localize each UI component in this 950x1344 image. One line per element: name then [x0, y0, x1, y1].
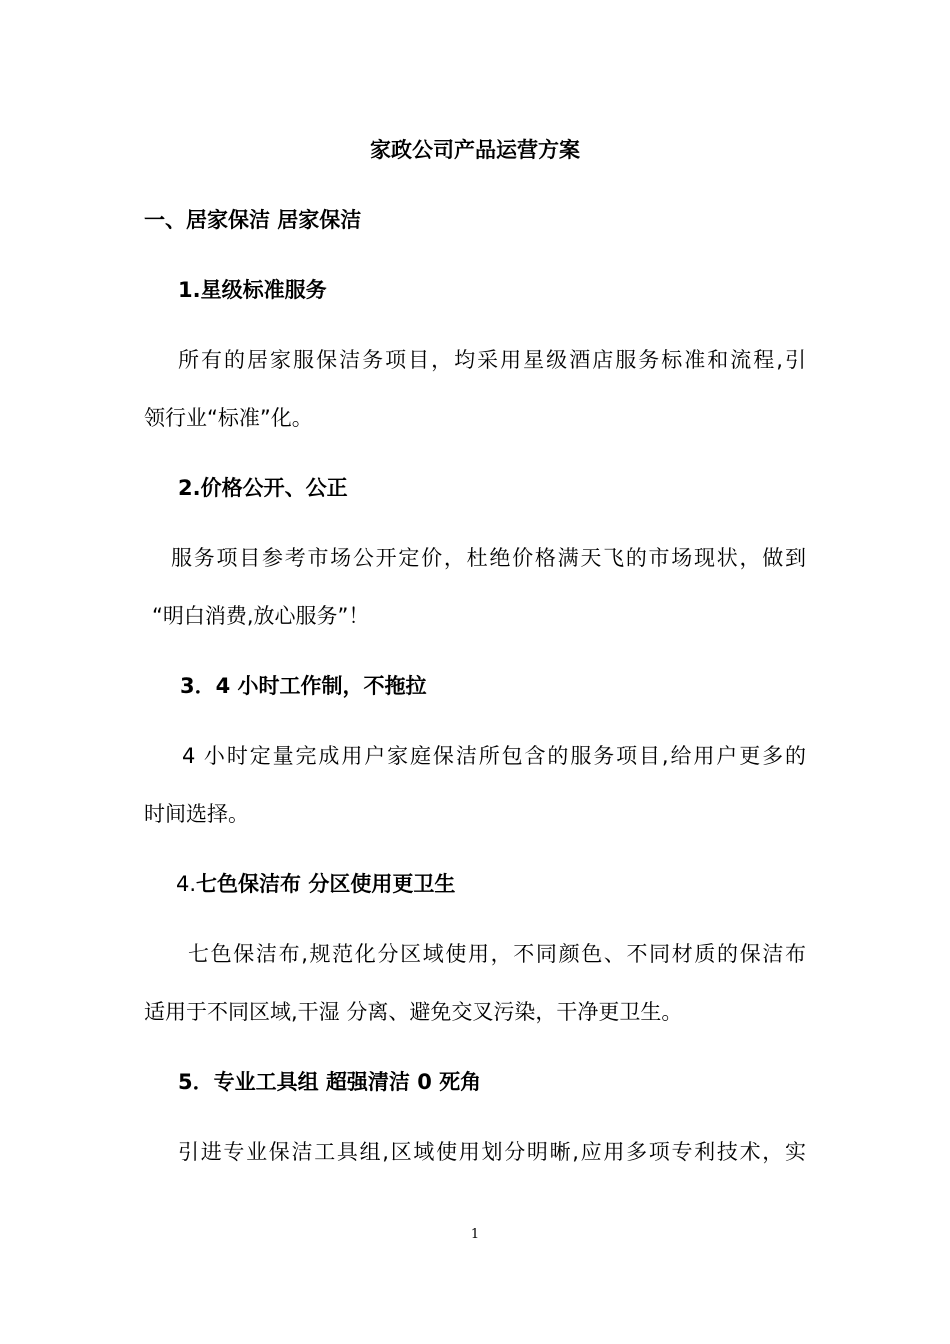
item-4-body-line-2: 适用于不同区域,干湿 分离、避免交叉污染，干净更卫生。	[144, 1000, 683, 1024]
item-3-body-line-2: 时间选择。	[144, 802, 249, 826]
document-title: 家政公司产品运营方案	[370, 138, 580, 162]
item-2-body-line-2: “明白消费,放心服务”！	[152, 604, 370, 628]
item-1-body-line-1: 所有的居家服保洁务项目，均采用星级酒店服务标准和流程,引	[178, 348, 806, 372]
item-3-heading: 3．4 小时工作制，不拖拉	[180, 674, 427, 698]
item-1-heading: 1.星级标准服务	[178, 278, 327, 302]
item-4-body-line-1: 七色保洁布,规范化分区域使用，不同颜色、不同材质的保洁布	[188, 942, 806, 966]
item-4-heading-text: 七色保洁布 分区使用更卫生	[196, 872, 456, 896]
page-number: 1	[470, 1227, 480, 1242]
item-4-heading	[176, 870, 455, 898]
item-4-heading-prefix: 4.	[176, 872, 197, 896]
item-5-body-line-1: 引进专业保洁工具组,区域使用划分明晰,应用多项专利技术，实	[178, 1140, 806, 1164]
item-3-body-line-1: 4 小时定量完成用户家庭保洁所包含的服务项目,给用户更多的	[182, 744, 806, 768]
section-heading: 一、居家保洁 居家保洁	[144, 208, 362, 232]
item-1-body-line-2: 领行业“标准”化。	[144, 406, 313, 430]
item-5-heading: 5．专业工具组 超强清洁 0 死角	[178, 1070, 482, 1094]
item-2-heading: 2.价格公开、公正	[178, 476, 348, 500]
item-2-body-line-1: 服务项目参考市场公开定价，杜绝价格满天飞的市场现状，做到	[171, 546, 806, 570]
